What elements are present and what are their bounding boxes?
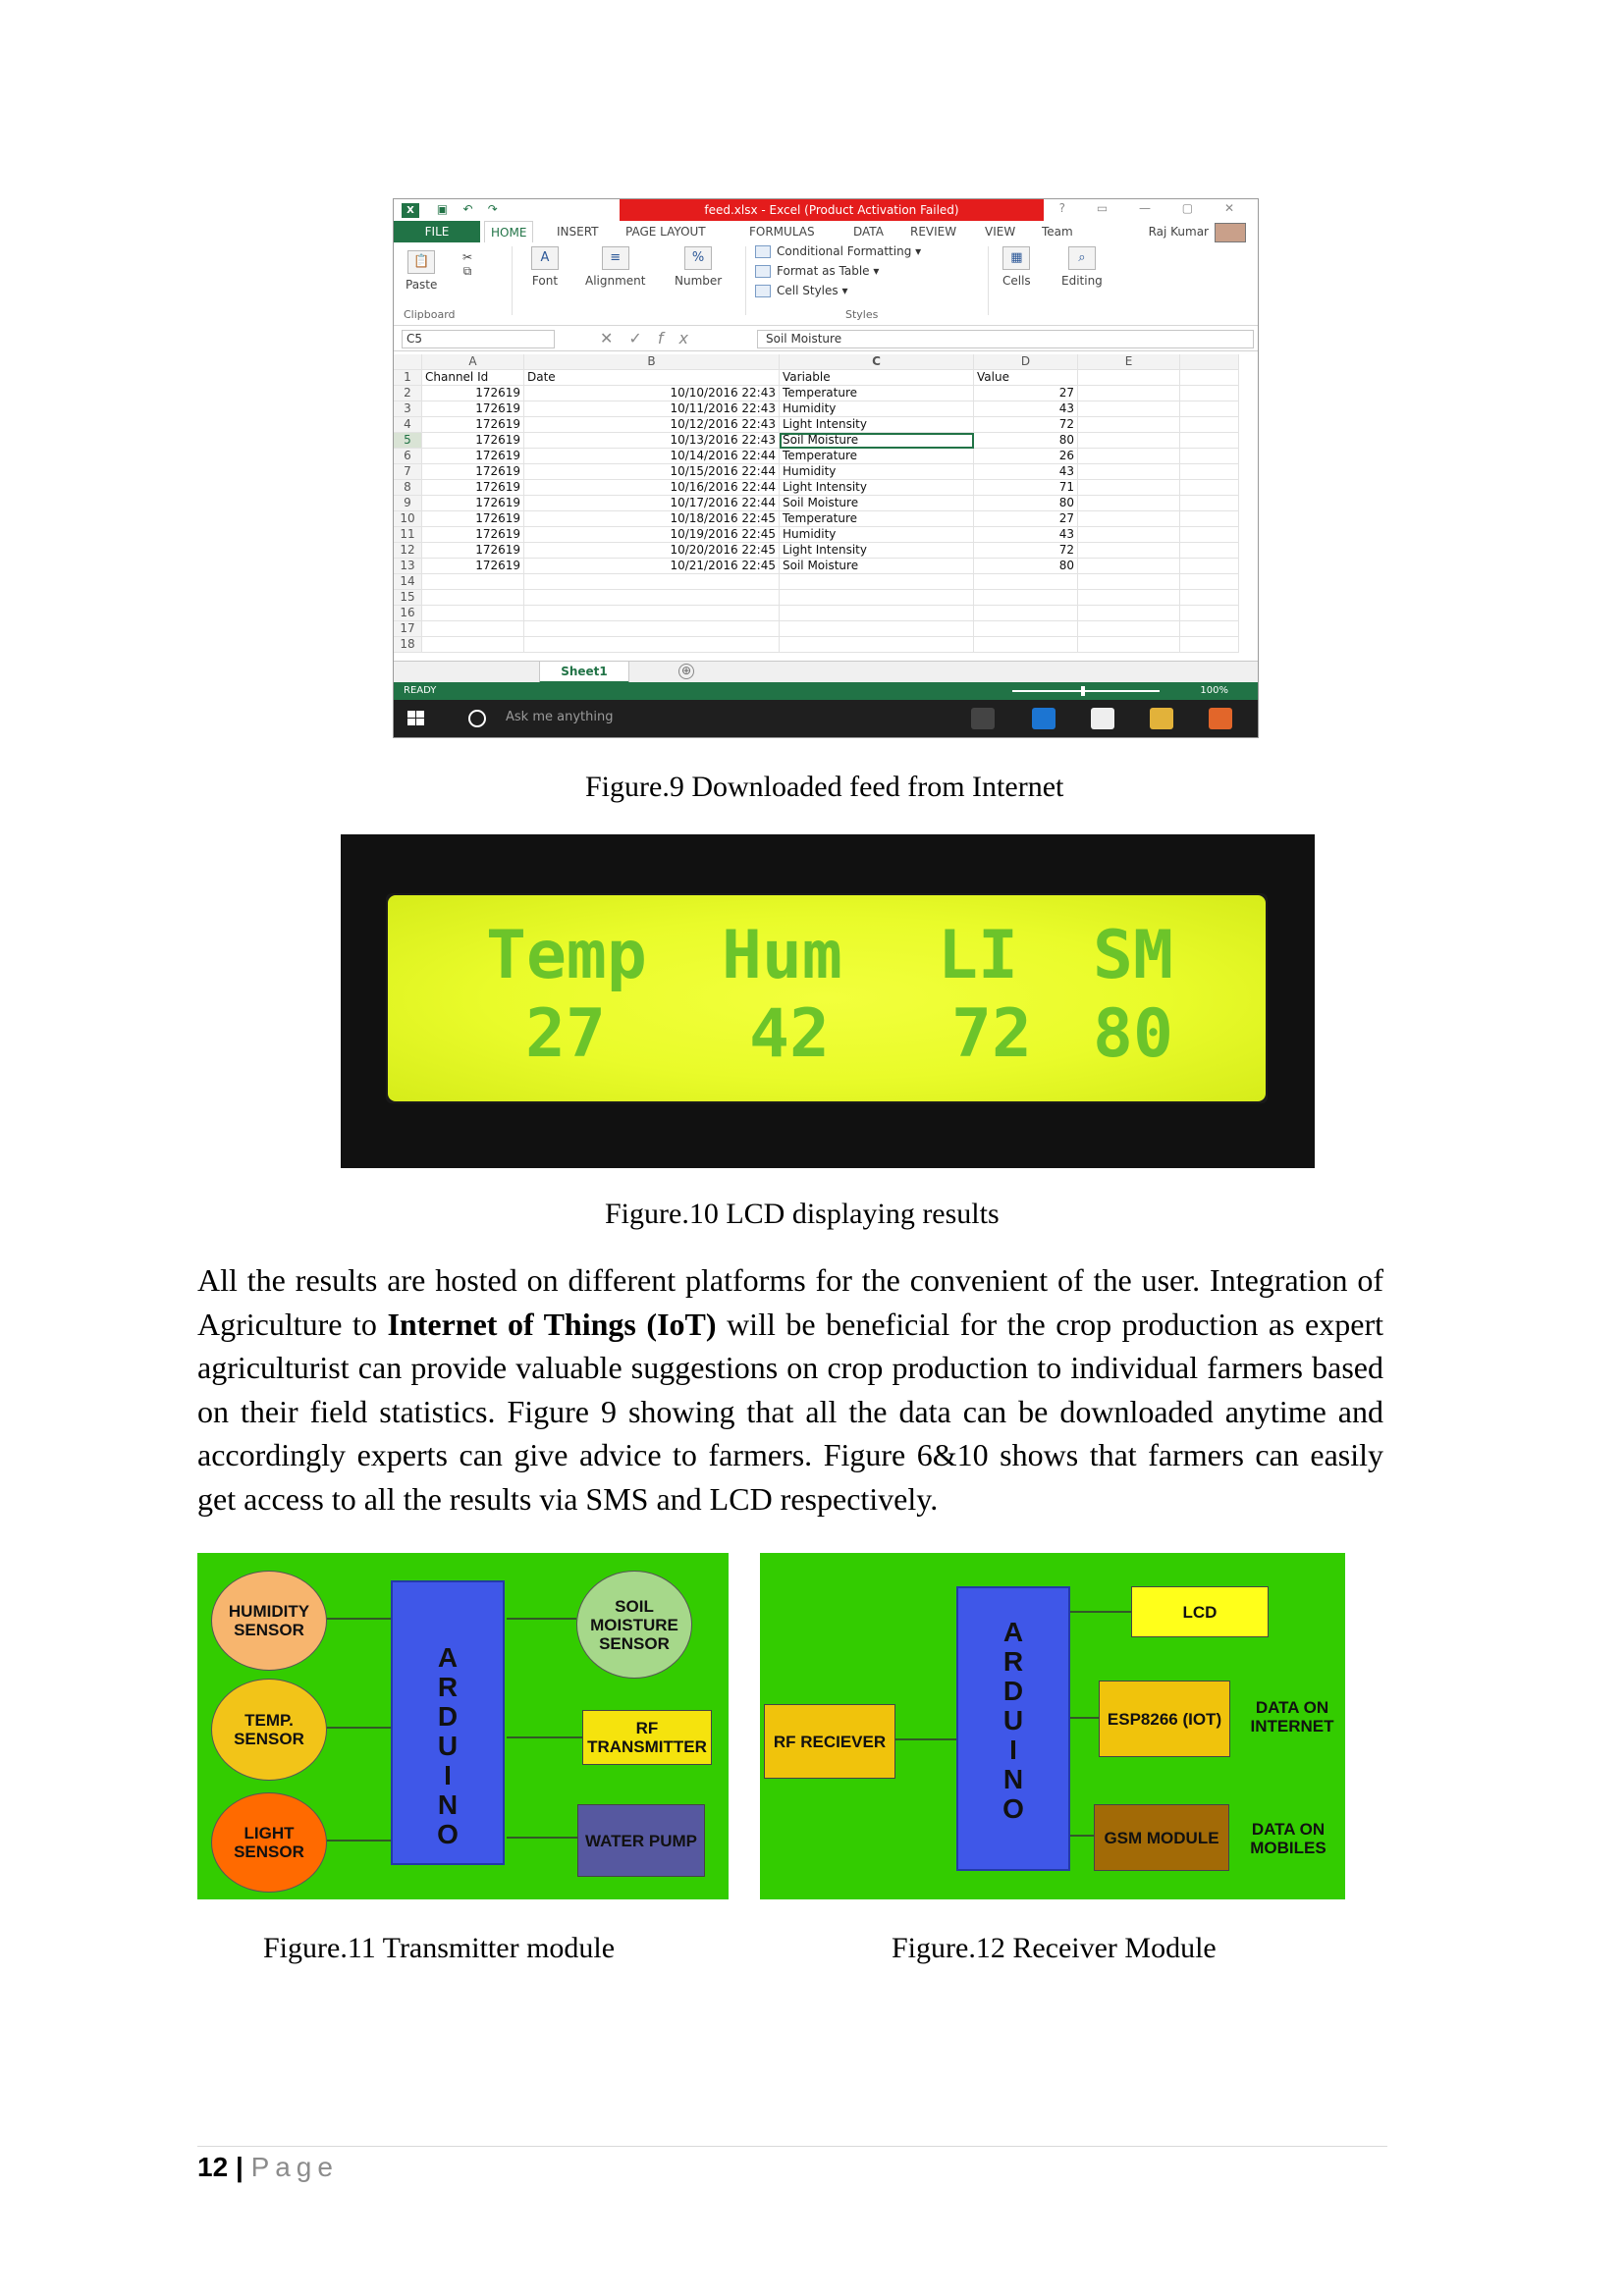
styles-group-label: Styles	[845, 308, 879, 321]
lcd-value-temp: 27	[525, 995, 606, 1073]
cell[interactable]: 10/19/2016 22:45	[524, 527, 780, 543]
copy-icon[interactable]: ⧉	[462, 264, 472, 278]
formula-bar	[394, 327, 1258, 351]
file-explorer-icon[interactable]	[1150, 708, 1173, 729]
tab-team[interactable]: Team	[1042, 225, 1073, 239]
spreadsheet-grid[interactable]	[394, 354, 1258, 661]
cell[interactable]: 72	[974, 543, 1078, 559]
store-icon[interactable]	[1091, 708, 1114, 729]
tab-formulas[interactable]: FORMULAS	[749, 225, 815, 239]
redo-icon[interactable]: ↷	[487, 202, 498, 216]
cell[interactable]: 172619	[422, 559, 524, 574]
tab-data[interactable]: DATA	[853, 225, 884, 239]
table-row: 18	[394, 637, 1239, 653]
cell[interactable]: 10/20/2016 22:45	[524, 543, 780, 559]
table-row: 13 172619 10/21/2016 22:45 Soil Moisture 80	[394, 559, 1239, 574]
cell[interactable]: Channel Id	[422, 370, 524, 386]
table-row: 7 172619 10/15/2016 22:44 Humidity 43	[394, 464, 1239, 480]
add-sheet-icon[interactable]: ⊕	[678, 664, 694, 679]
table-row: 8 172619 10/16/2016 22:44 Light Intensity 71	[394, 480, 1239, 496]
cell-styles-button[interactable]: Cell Styles ▾	[755, 284, 847, 297]
cell[interactable]: 10/12/2016 22:43	[524, 417, 780, 433]
ribbon	[394, 242, 1258, 326]
figure-11-caption: Figure.11 Transmitter module	[263, 1932, 616, 1964]
cell[interactable]: 26	[974, 449, 1078, 464]
lcd-value-li: 72	[951, 995, 1032, 1073]
table-row: 9 172619 10/17/2016 22:44 Soil Moisture 80	[394, 496, 1239, 511]
excel-logo-icon: X	[402, 203, 419, 218]
cell[interactable]: 172619	[422, 449, 524, 464]
lcd-value-hum: 42	[749, 995, 830, 1073]
cell[interactable]: Variable	[780, 370, 974, 386]
cell[interactable]: 80	[974, 433, 1078, 449]
undo-icon[interactable]: ↶	[462, 202, 473, 216]
lcd-label-sm: SM	[1093, 917, 1173, 994]
task-view-icon[interactable]	[971, 708, 995, 729]
cell[interactable]: Humidity	[780, 464, 974, 480]
lcd-label-li: LI	[938, 917, 1018, 994]
excel-screenshot	[393, 198, 1259, 738]
formula-input[interactable]: Soil Moisture	[757, 330, 1254, 348]
footer-divider	[197, 2146, 1387, 2147]
editing-button[interactable]: ⌕ Editing	[1061, 246, 1103, 288]
cell[interactable]: 10/13/2016 22:43	[524, 433, 780, 449]
table-row: 14	[394, 574, 1239, 590]
cell[interactable]: 172619	[422, 543, 524, 559]
water-pump-node: WATER PUMP	[577, 1804, 705, 1877]
paste-button[interactable]: 📋 Paste	[406, 250, 437, 292]
cell[interactable]: Soil Moisture	[780, 496, 974, 511]
cell[interactable]: 80	[974, 559, 1078, 574]
cell[interactable]: 172619	[422, 417, 524, 433]
cell[interactable]: Temperature	[780, 511, 974, 527]
binoculars-icon: ⌕	[1068, 246, 1096, 270]
table-icon	[755, 265, 771, 278]
rf-receiver-node: RF RECIEVER	[764, 1704, 895, 1779]
cell[interactable]: 172619	[422, 386, 524, 401]
data-on-mobiles-label: DATA ON MOBILES	[1250, 1820, 1326, 1857]
firefox-icon[interactable]	[1209, 708, 1232, 729]
cut-copy-buttons[interactable]	[462, 250, 472, 279]
clipboard-icon: 📋	[407, 250, 435, 274]
cell[interactable]: Temperature	[780, 449, 974, 464]
cell[interactable]: Light Intensity	[780, 543, 974, 559]
tab-review[interactable]: REVIEW	[910, 225, 957, 239]
zoom-slider[interactable]	[1012, 690, 1160, 692]
cell[interactable]: Light Intensity	[780, 417, 974, 433]
clipboard-group-label: Clipboard	[404, 308, 456, 321]
lcd-photo	[341, 834, 1315, 1168]
rf-transmitter-node: RF TRANSMITTER	[582, 1710, 712, 1765]
cell[interactable]: 27	[974, 386, 1078, 401]
table-row: 4 172619 10/12/2016 22:43 Light Intensity 72	[394, 417, 1239, 433]
cell[interactable]: 10/15/2016 22:44	[524, 464, 780, 480]
lcd-screen	[388, 895, 1266, 1101]
save-icon[interactable]: ▣	[436, 202, 449, 216]
column-header[interactable]: E	[1078, 354, 1180, 370]
sheet-table	[394, 354, 1239, 653]
edge-icon[interactable]	[1032, 708, 1056, 729]
page-footer	[197, 2152, 339, 2183]
fx-icon[interactable]: ✕✓fx	[600, 329, 704, 347]
cell[interactable]: 43	[974, 527, 1078, 543]
cell[interactable]: 10/10/2016 22:43	[524, 386, 780, 401]
lcd-label-hum: Hum	[722, 917, 842, 994]
cell[interactable]: Soil Moisture	[780, 559, 974, 574]
font-button[interactable]: A Font	[531, 246, 559, 288]
arduino-block: A R D U I N O	[956, 1586, 1070, 1871]
soil-moisture-sensor-node: SOIL MOISTURE SENSOR	[576, 1571, 692, 1679]
cell[interactable]: 172619	[422, 480, 524, 496]
table-row: 5 172619 10/13/2016 22:43 Soil Moisture 80	[394, 433, 1239, 449]
cell[interactable]: 72	[974, 417, 1078, 433]
tab-page-layout[interactable]: PAGE LAYOUT	[625, 225, 706, 239]
cell[interactable]: 10/17/2016 22:44	[524, 496, 780, 511]
cell[interactable]: 43	[974, 464, 1078, 480]
zoom-slider-knob[interactable]	[1081, 686, 1085, 696]
cell-styles-icon	[755, 285, 771, 297]
ribbon-tabs	[394, 221, 1258, 243]
percent-icon: %	[684, 246, 712, 270]
bold-term: Internet of Things (IoT)	[387, 1306, 717, 1342]
cell[interactable]: Temperature	[780, 386, 974, 401]
conditional-formatting-icon	[755, 245, 771, 258]
sheet-tab[interactable]: Sheet1	[539, 662, 629, 684]
light-sensor-node: LIGHT SENSOR	[211, 1792, 327, 1893]
table-row: 2 172619 10/10/2016 22:43 Temperature 27	[394, 386, 1239, 401]
cell[interactable]: 10/14/2016 22:44	[524, 449, 780, 464]
window-controls[interactable]: ? ▭ — ▢ ✕	[1058, 201, 1248, 215]
cells-icon: ▦	[1002, 246, 1030, 270]
temp-sensor-node: TEMP. SENSOR	[211, 1679, 327, 1781]
cell[interactable]: 10/11/2016 22:43	[524, 401, 780, 417]
footer-separator: |	[235, 2152, 244, 2182]
windows-taskbar	[394, 700, 1258, 737]
column-header[interactable]: A	[422, 354, 524, 370]
table-row: 12 172619 10/20/2016 22:45 Light Intensity 72	[394, 543, 1239, 559]
table-row: 3 172619 10/11/2016 22:43 Humidity 43	[394, 401, 1239, 417]
cell[interactable]: 172619	[422, 496, 524, 511]
column-header[interactable]: B	[524, 354, 780, 370]
cell[interactable]: 172619	[422, 511, 524, 527]
excel-title-bar	[394, 199, 1258, 221]
font-icon: A	[531, 246, 559, 270]
page-label: Page	[250, 2152, 339, 2182]
table-row: 15	[394, 590, 1239, 606]
table-row: 6 172619 10/14/2016 22:44 Temperature 26	[394, 449, 1239, 464]
status-bar	[394, 682, 1258, 700]
cell[interactable]: Date	[524, 370, 780, 386]
cell[interactable]: 172619	[422, 527, 524, 543]
name-box[interactable]: C5	[402, 330, 555, 348]
gsm-module-node: GSM MODULE	[1094, 1804, 1229, 1871]
transmitter-diagram	[197, 1553, 729, 1899]
sheet-tab-bar	[394, 661, 1258, 683]
select-all[interactable]	[394, 354, 422, 370]
cortana-icon[interactable]	[468, 710, 486, 727]
table-row: 16	[394, 606, 1239, 621]
cell[interactable]: Light Intensity	[780, 480, 974, 496]
column-header[interactable]: D	[974, 354, 1078, 370]
conditional-formatting-button[interactable]: Conditional Formatting ▾	[755, 244, 921, 258]
tab-view[interactable]: VIEW	[985, 225, 1016, 239]
cell[interactable]: 43	[974, 401, 1078, 417]
humidity-sensor-node: HUMIDITY SENSOR	[211, 1571, 327, 1671]
arduino-block: A R D U I N O	[391, 1580, 505, 1865]
data-on-internet-label: DATA ON INTERNET	[1250, 1698, 1334, 1735]
alignment-button[interactable]: ≡ Alignment	[585, 246, 645, 288]
number-button[interactable]: % Number	[675, 246, 722, 288]
selected-cell[interactable]: Soil Moisture	[780, 433, 974, 449]
cell[interactable]: 27	[974, 511, 1078, 527]
esp8266-node: ESP8266 (IOT)	[1099, 1681, 1230, 1757]
tab-file[interactable]: FILE	[394, 221, 480, 242]
window-title: feed.xlsx - Excel (Product Activation Failed)	[620, 199, 1044, 221]
page-number: 12	[197, 2152, 229, 2182]
table-row: 10 172619 10/18/2016 22:45 Temperature 27	[394, 511, 1239, 527]
cell[interactable]: Value	[974, 370, 1078, 386]
cell[interactable]: 172619	[422, 401, 524, 417]
figure-10-caption: Figure.10 LCD displaying results	[605, 1198, 1000, 1230]
user-name[interactable]: Raj Kumar	[1148, 225, 1209, 239]
cells-button[interactable]: ▦ Cells	[1002, 246, 1031, 288]
format-as-table-button[interactable]: Format as Table ▾	[755, 264, 879, 278]
lcd-node: LCD	[1131, 1586, 1269, 1637]
quick-access-toolbar	[402, 202, 498, 218]
table-row: 17	[394, 621, 1239, 637]
status-text: READY	[404, 685, 437, 696]
cell[interactable]: 172619	[422, 464, 524, 480]
cell[interactable]: 10/18/2016 22:45	[524, 511, 780, 527]
tab-insert[interactable]: INSERT	[557, 225, 599, 239]
cell[interactable]: Humidity	[780, 527, 974, 543]
cell[interactable]: 80	[974, 496, 1078, 511]
table-row: 11 172619 10/19/2016 22:45 Humidity 43	[394, 527, 1239, 543]
body-paragraph: All the results are hosted on different platforms for the convenient of the user. Integration of Agriculture to Internet of Things (IoT) will be beneficial for the crop production as expert agriculturist can provide valuable suggestions on crop production to individual farmers based on their field statistics. Figure 9 showing that all the data can be downloaded anytime and accordingly experts can give advice to farmers. Figure 6&10 shows that farmers can easily get access to all the results via SMS and LCD respectively.	[197, 1262, 1384, 1517]
scissors-icon[interactable]: ✂	[462, 250, 473, 264]
figure-9-caption: Figure.9 Downloaded feed from Internet	[585, 771, 1064, 803]
cell[interactable]: 10/16/2016 22:44	[524, 480, 780, 496]
avatar[interactable]	[1215, 223, 1246, 242]
cell[interactable]: Humidity	[780, 401, 974, 417]
tab-home[interactable]: HOME	[484, 221, 533, 243]
windows-start-icon[interactable]	[407, 711, 425, 726]
table-row: 1 Channel Id Date Variable Value	[394, 370, 1239, 386]
column-header-row	[394, 354, 1239, 370]
column-header[interactable]: C	[780, 354, 974, 370]
alignment-icon: ≡	[602, 246, 629, 270]
cell[interactable]: 172619	[422, 433, 524, 449]
taskbar-search[interactable]: Ask me anything	[506, 710, 614, 724]
lcd-label-temp: Temp	[486, 917, 647, 994]
figure-12-caption: Figure.12 Receiver Module	[892, 1932, 1217, 1964]
cell[interactable]: 71	[974, 480, 1078, 496]
receiver-diagram	[760, 1553, 1345, 1899]
zoom-level[interactable]: 100%	[1200, 685, 1228, 696]
lcd-value-sm: 80	[1093, 995, 1173, 1073]
cell[interactable]: 10/21/2016 22:45	[524, 559, 780, 574]
